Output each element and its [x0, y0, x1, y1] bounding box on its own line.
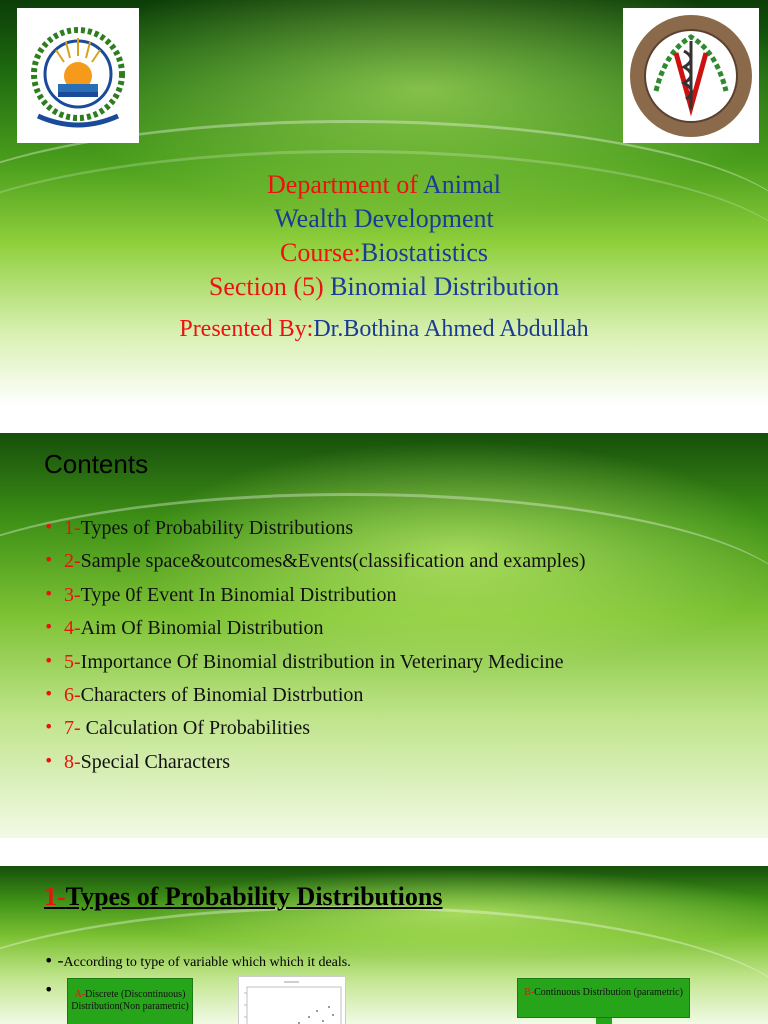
- contents-item-number: 8-: [64, 750, 81, 773]
- bullet-dot: •: [44, 980, 54, 999]
- faculty-seal-icon: [626, 11, 756, 141]
- contents-item: [44, 544, 586, 577]
- mansoura-university-logo: [17, 8, 139, 143]
- bullet-dot: •: [44, 750, 54, 770]
- presenter-line: [0, 316, 768, 343]
- section-name: Binomial Distribution: [330, 272, 560, 301]
- course-name: Biostatistics: [360, 238, 488, 267]
- contents-item-text: Sample space&outcomes&Events(classification and examples): [80, 550, 586, 573]
- types-slide-title: [44, 882, 442, 912]
- department-name-part1: Animal: [422, 170, 501, 199]
- bullet-dot: •: [44, 583, 54, 603]
- bullet-dot: •: [44, 684, 54, 704]
- contents-item-number: 3-: [64, 583, 81, 606]
- contents-item-text: Special Characters: [80, 750, 231, 773]
- types-title-text: Types of Probability Distributions: [65, 882, 443, 911]
- contents-list: [44, 511, 586, 778]
- contents-item: [44, 745, 586, 778]
- scatter-plot-icon: [239, 977, 345, 1024]
- section-label: Section (5): [208, 272, 331, 301]
- contents-item-number: 7-: [64, 717, 81, 740]
- contents-item: [44, 711, 586, 744]
- contents-item: [44, 611, 586, 644]
- department-prefix: Department of: [267, 170, 423, 199]
- contents-title: Contents: [44, 449, 149, 479]
- presented-label: Presented By:: [179, 316, 314, 342]
- course-line: [0, 236, 768, 270]
- contents-item: [44, 578, 586, 611]
- presenter-name: Dr.Bothina Ahmed Abdullah: [313, 316, 589, 342]
- types-title-number: 1-: [44, 882, 66, 911]
- types-bullet-1-text: According to type of variable which which it deals.: [63, 955, 351, 970]
- types-bullet-2: [44, 980, 53, 1000]
- contents-item: [44, 678, 586, 711]
- types-bullet-1: [44, 950, 351, 971]
- box-b-letter: B-: [524, 987, 535, 998]
- contents-item-text: Aim Of Binomial Distribution: [80, 617, 324, 640]
- contents-item-number: 1-: [64, 517, 81, 539]
- bullet-dot: •: [44, 550, 54, 570]
- department-line: [0, 168, 768, 202]
- contents-item-number: 5-: [64, 650, 81, 673]
- contents-item-text: Characters of Binomial Distrbution: [80, 684, 364, 707]
- contents-item-number: 4-: [64, 617, 81, 640]
- contents-item-number: 6-: [64, 684, 81, 707]
- box-a-letter: A-: [74, 989, 86, 1000]
- section-line: [0, 270, 768, 304]
- title-slide: [0, 0, 768, 405]
- continuous-distribution-box: [517, 978, 690, 1018]
- university-seal-icon: [20, 12, 136, 140]
- scatter-plot-thumbnail: [238, 976, 346, 1024]
- bullet-dot: •: [44, 951, 54, 970]
- box-b-text: Continuous Distribution (parametric): [534, 987, 683, 998]
- bullet-dot: •: [44, 517, 54, 536]
- contents-item-text: Calculation Of Probabilities: [80, 717, 311, 740]
- contents-item: [44, 511, 586, 544]
- contents-item: [44, 645, 586, 678]
- discrete-distribution-box: [67, 978, 193, 1024]
- contents-item-text: Types of Probability Distributions: [80, 517, 354, 539]
- bullet-dash: -: [57, 950, 64, 970]
- slide-title-block: [0, 168, 768, 304]
- contents-item-text: Type 0f Event In Binomial Distribution: [80, 583, 397, 606]
- veterinary-faculty-logo: [623, 8, 759, 143]
- box-a-text: Discrete (Discontinuous) Distribution(Non parametric): [71, 989, 189, 1012]
- bullet-dot: •: [44, 650, 54, 670]
- types-slide: [0, 866, 768, 1024]
- contents-item-number: 2-: [64, 550, 81, 573]
- course-label: Course:: [279, 238, 361, 267]
- contents-slide: [0, 433, 768, 838]
- department-name-part2: Wealth Development: [274, 204, 494, 233]
- contents-item-text: Importance Of Binomial distribution in Veterinary Medicine: [80, 650, 564, 673]
- bullet-dot: •: [44, 617, 54, 637]
- box-connector: [596, 1018, 612, 1024]
- bullet-dot: •: [44, 717, 54, 737]
